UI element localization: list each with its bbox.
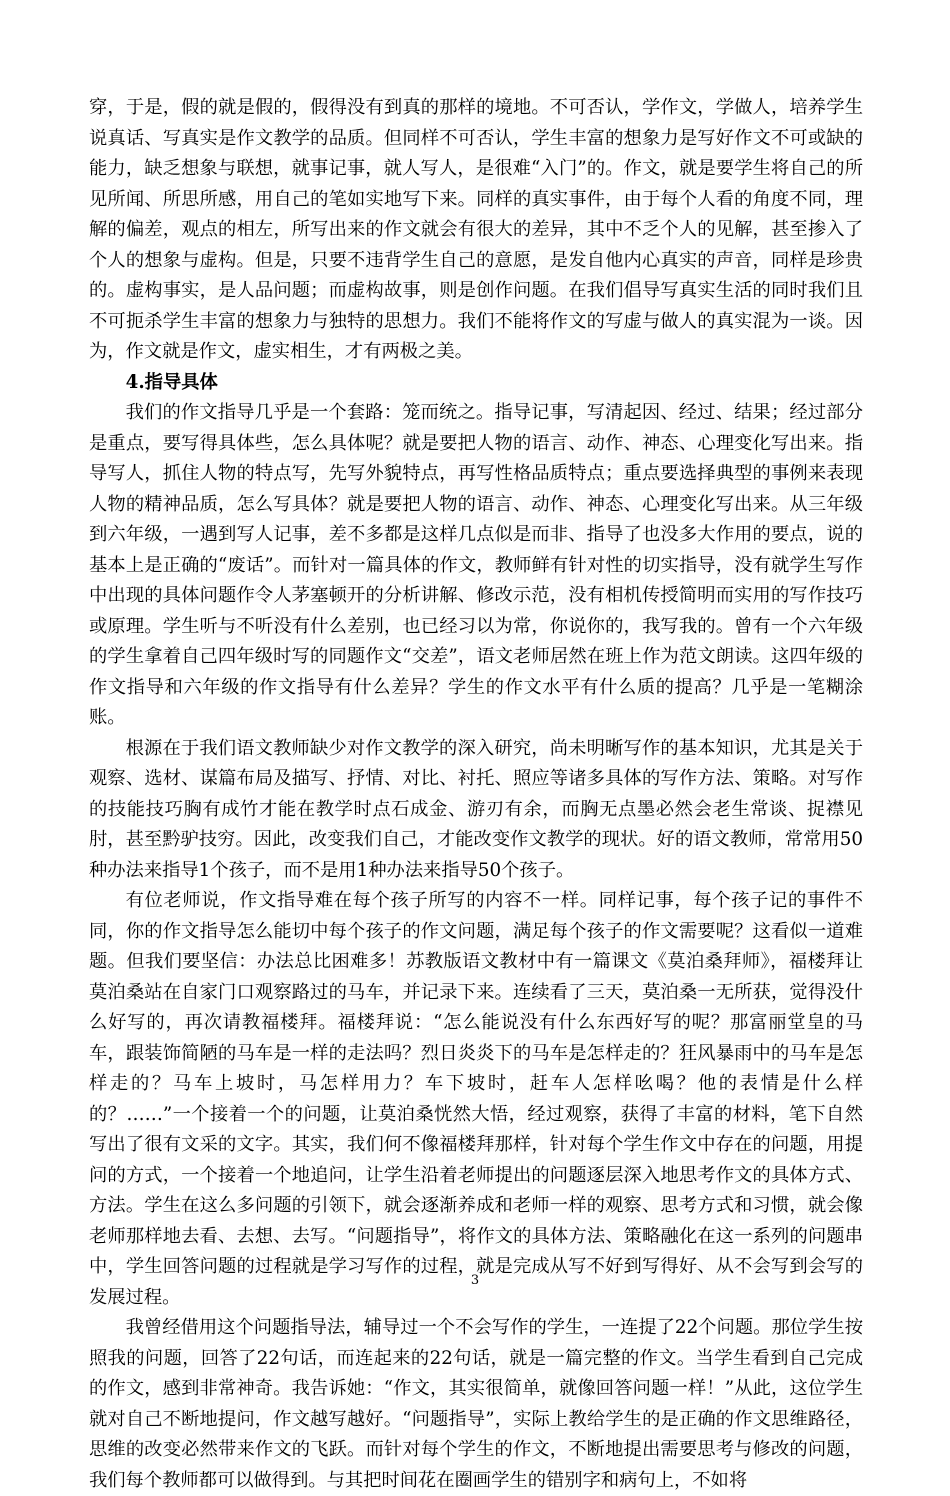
paragraph: 有位老师说，作文指导难在每个孩子所写的内容不一样。同样记事，每个孩子记的事件不同，你的作文指导怎么能切中每个孩子的作文问题，满足每个孩子的作文需要呢？这看似一道难题。但我们要坚信：办法总比困难多！苏教版语文教材中有一篇课文《莫泊桑拜师》，福楼拜让莫泊桑站在自家门口观察路过的马车，并记录下来。连续看了三天，莫泊桑一无所获，觉得没什么好写的，再次请教福楼拜。福楼拜说：“怎么能说没有什么东西好写的呢？那富丽堂皇的马车，跟装饰简陋的马车是一样的走法吗？烈日炎炎下的马车是怎样走的？狂风暴雨中的马车是怎样走的？马车上坡时，马怎样用力？车下坡时，赶车人怎样吆喝？他的表情是什么样的？……”一个接着一个的问题，让莫泊桑恍然大悟，经过观察，获得了丰富的材料，笔下自然写出了很有文采的文字。其实，我们何不像福楼拜那样，针对每个学生作文中存在的问题，用提问的方式，一个接着一个地追问，让学生沿着老师提出的问题逐层深入地思考作文的具体方式、方法。学生在这么多问题的引领下，就会逐渐养成和老师一样的观察、思考方式和习惯，就会像老师那样地去看、去想、去写。“问题指导”，将作文的具体方法、策略融化在这一系列的问题串中，学生回答问题的过程就是学习写作的过程，就是完成从写不好到写得好、从不会写到会写的发展过程。 — [89, 890, 863, 1308]
paragraph-continuation: 穿，于是，假的就是假的，假得没有到真的那样的境地。不可否认，学作文，学做人，培养学生说真话、写真实是作文教学的品质。但同样不可否认，学生丰富的想象力是写好作文不可或缺的能力，缺乏想象与联想，就事记事，就人写人，是很难“入门”的。作文，就是要学生将自己的所见所闻、所思所感，用自己的笔如实地写下来。同样的真实事件，由于每个人看的角度不同，理解的偏差，观点的相左，所写出来的作文就会有很大的差异，其中不乏个人的见解，甚至掺入了个人的想象与虚构。但是，只要不违背学生自己的意愿，是发自他内心真实的声音，同样是珍贵的。虚构事实，是人品问题；而虚构故事，则是创作问题。在我们倡导写真实生活的同时我们且不可扼杀学生丰富的想象力与独特的思想力。我们不能将作文的写虚与做人的真实混为一谈。因为，作文就是作文，虚实相生，才有两极之美。 — [89, 97, 863, 362]
paragraph: 我曾经借用这个问题指导法，辅导过一个不会写作的学生，一连提了22个问题。那位学生按照我的问题，回答了22句话，而连起来的22句话，就是一篇完整的作文。当学生看到自己完成的作文，感到非常神奇。我告诉她：“作文，其实很简单，就像回答问题一样！”从此，这位学生就对自己不断地提问，作文越写越好。“问题指导”，实际上教给学生的是正确的作文思维路径，思维的改变必然带来作文的飞跃。而针对每个学生的作文，不断地提出需要思考与修改的问题，我们每个教师都可以做得到。与其把时间花在圈画学生的错别字和病句上，不如将 — [89, 1317, 863, 1491]
paragraph: 我们的作文指导几乎是一个套路：笼而统之。指导记事，写清起因、经过、结果；经过部分是重点，要写得具体些，怎么具体呢？就是要把人物的语言、动作、神态、心理变化写出来。指导写人，抓住人物的特点写，先写外貌特点，再写性格品质特点；重点要选择典型的事例来表现人物的精神品质，怎么写具体？就是要把人物的语言、动作、神态、心理变化写出来。从三年级到六年级，一遇到写人记事，差不多都是这样几点似是而非、指导了也没多大作用的要点，说的基本上是正确的“废话”。而针对一篇具体的作文，教师鲜有针对性的切实指导，没有就学生写作中出现的具体问题作令人茅塞顿开的分析讲解、修改示范，没有相机传授简明而实用的写作技巧或原理。学生听与不听没有什么差别，也已经习以为常，你说你的，我写我的。曾有一个六年级的学生拿着自己四年级时写的同题作文“交差”，语文老师居然在班上作为范文朗读。这四年级的作文指导和六年级的作文指导有什么差异？学生的作文水平有什么质的提高？几乎是一笔糊涂账。 — [89, 402, 863, 728]
paragraph: 根源在于我们语文教师缺少对作文教学的深入研究，尚未明晰写作的基本知识，尤其是关于观察、选材、谋篇布局及描写、抒情、对比、衬托、照应等诸多具体的写作方法、策略。对写作的技能技巧胸有成竹才能在教学时点石成金、游刃有余，而胸无点墨必然会老生常谈、捉襟见肘，甚至黔驴技穷。因此，改变我们自己，才能改变作文教学的现状。好的语文教师，常常用50种办法来指导1个孩子，而不是用1种办法来指导50个孩子。 — [89, 737, 863, 881]
page-number: 3 — [470, 1273, 480, 1288]
section-heading: 4.指导具体 — [125, 371, 218, 393]
